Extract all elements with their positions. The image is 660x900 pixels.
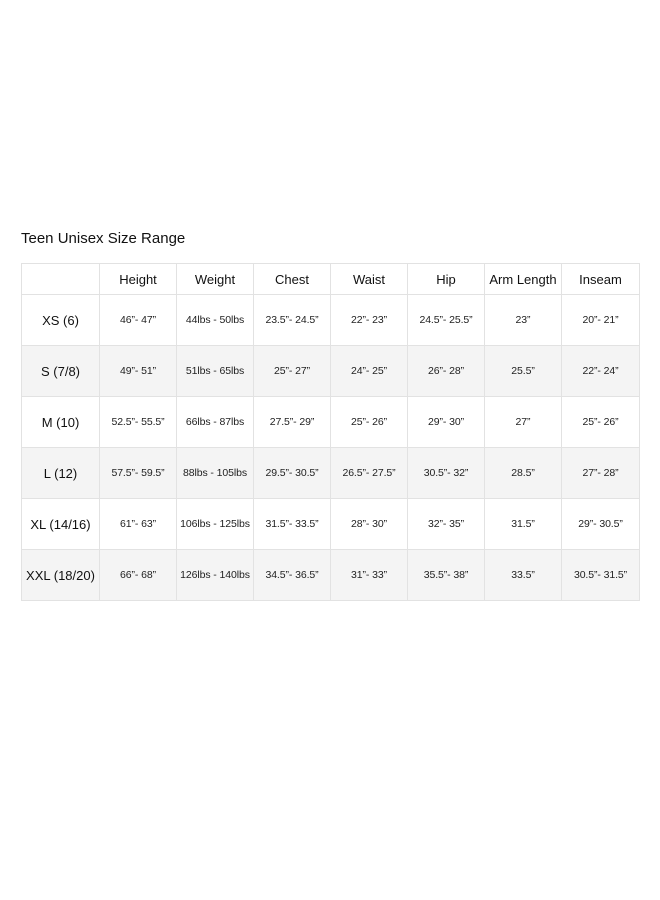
chest-cell: 27.5”- 29” bbox=[254, 397, 331, 448]
size-label: XL (14/16) bbox=[22, 499, 100, 550]
weight-cell: 126lbs - 140lbs bbox=[177, 550, 254, 601]
arm-length-cell: 27” bbox=[485, 397, 562, 448]
height-cell: 61”- 63” bbox=[100, 499, 177, 550]
size-label: S (7/8) bbox=[22, 346, 100, 397]
table-row bbox=[22, 346, 640, 397]
table-header-row bbox=[22, 264, 640, 295]
waist-cell: 25”- 26” bbox=[331, 397, 408, 448]
chest-cell: 25”- 27” bbox=[254, 346, 331, 397]
arm-length-cell: 33.5” bbox=[485, 550, 562, 601]
header-weight: Weight bbox=[177, 264, 254, 295]
header-hip: Hip bbox=[408, 264, 485, 295]
header-waist: Waist bbox=[331, 264, 408, 295]
hip-cell: 35.5”- 38” bbox=[408, 550, 485, 601]
size-label: XS (6) bbox=[22, 295, 100, 346]
page-title: Teen Unisex Size Range bbox=[21, 230, 186, 247]
table-row bbox=[22, 448, 640, 499]
weight-cell: 44lbs - 50lbs bbox=[177, 295, 254, 346]
weight-cell: 88lbs - 105lbs bbox=[177, 448, 254, 499]
table-row bbox=[22, 295, 640, 346]
height-cell: 57.5”- 59.5” bbox=[100, 448, 177, 499]
size-label: XXL (18/20) bbox=[22, 550, 100, 601]
arm-length-cell: 31.5” bbox=[485, 499, 562, 550]
chest-cell: 31.5”- 33.5” bbox=[254, 499, 331, 550]
table-row bbox=[22, 550, 640, 601]
chest-cell: 34.5”- 36.5” bbox=[254, 550, 331, 601]
size-label: L (12) bbox=[22, 448, 100, 499]
height-cell: 52.5”- 55.5” bbox=[100, 397, 177, 448]
weight-cell: 106lbs - 125lbs bbox=[177, 499, 254, 550]
size-label: M (10) bbox=[22, 397, 100, 448]
waist-cell: 24”- 25” bbox=[331, 346, 408, 397]
hip-cell: 26”- 28” bbox=[408, 346, 485, 397]
table-row bbox=[22, 397, 640, 448]
height-cell: 46”- 47” bbox=[100, 295, 177, 346]
waist-cell: 31”- 33” bbox=[331, 550, 408, 601]
arm-length-cell: 23” bbox=[485, 295, 562, 346]
size-chart-table bbox=[21, 263, 640, 601]
inseam-cell: 30.5”- 31.5” bbox=[562, 550, 640, 601]
waist-cell: 22”- 23” bbox=[331, 295, 408, 346]
header-chest: Chest bbox=[254, 264, 331, 295]
weight-cell: 66lbs - 87lbs bbox=[177, 397, 254, 448]
height-cell: 49”- 51” bbox=[100, 346, 177, 397]
inseam-cell: 27”- 28” bbox=[562, 448, 640, 499]
hip-cell: 29”- 30” bbox=[408, 397, 485, 448]
arm-length-cell: 25.5” bbox=[485, 346, 562, 397]
hip-cell: 30.5”- 32” bbox=[408, 448, 485, 499]
inseam-cell: 20”- 21” bbox=[562, 295, 640, 346]
height-cell: 66”- 68” bbox=[100, 550, 177, 601]
inseam-cell: 25”- 26” bbox=[562, 397, 640, 448]
waist-cell: 26.5”- 27.5” bbox=[331, 448, 408, 499]
chest-cell: 29.5”- 30.5” bbox=[254, 448, 331, 499]
hip-cell: 32”- 35” bbox=[408, 499, 485, 550]
chest-cell: 23.5”- 24.5” bbox=[254, 295, 331, 346]
header-height: Height bbox=[100, 264, 177, 295]
hip-cell: 24.5”- 25.5” bbox=[408, 295, 485, 346]
header-inseam: Inseam bbox=[562, 264, 640, 295]
arm-length-cell: 28.5” bbox=[485, 448, 562, 499]
weight-cell: 51lbs - 65lbs bbox=[177, 346, 254, 397]
inseam-cell: 29”- 30.5” bbox=[562, 499, 640, 550]
waist-cell: 28”- 30” bbox=[331, 499, 408, 550]
corner-cell bbox=[22, 264, 100, 295]
inseam-cell: 22”- 24” bbox=[562, 346, 640, 397]
header-arm-length: Arm Length bbox=[485, 264, 562, 295]
table-row bbox=[22, 499, 640, 550]
